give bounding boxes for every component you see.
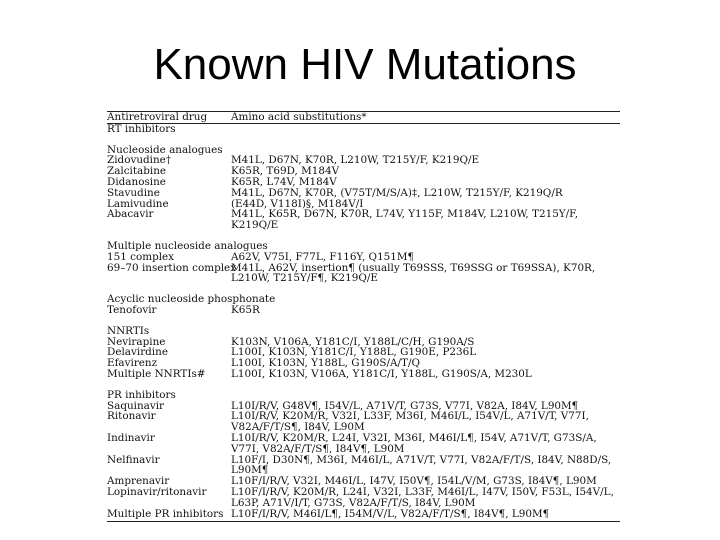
amino-acid-substitutions: L10F/I/R/V, V32I, M46I/L, I47V, I50V¶, I54L/V/M, G73S, I84V¶, L90M [231,475,597,488]
drug-name: Lamivudine [107,197,169,210]
table-row [107,411,620,433]
section-nnrti: NNRTIs [107,324,150,337]
amino-acid-substitutions: L10I/R/V, G48V¶, I54V/L, A71V/T, G73S, V77I, V82A, I84V, L90M¶ [231,399,579,412]
amino-acid-substitutions: M41L, K65R, D67N, K70R, L74V, Y115F, M184V, L210W, T215Y/F, K219Q/E [231,208,579,232]
drug-name: Ritonavir [107,410,156,423]
amino-acid-substitutions: L100I, K103N, V106A, Y181C/I, Y188L, G190S/A, M230L [231,367,532,380]
drug-name: Delavirdine [107,346,168,359]
drug-name: Zalcitabine [107,165,167,178]
drug-name: 151 complex [107,250,175,263]
drug-name: Tenofovir [107,303,157,316]
drug-name: 69–70 insertion complex [107,261,237,274]
table-row [107,263,620,285]
table-row [107,155,620,166]
table-row [107,209,620,231]
drug-name: Multiple PR inhibitors [107,507,224,520]
drug-name: Amprenavir [107,475,170,488]
nucleoside-rows [107,155,620,231]
pr-rows [107,401,620,520]
acyclic-rows [107,305,620,316]
table-row [107,433,620,455]
drug-name: Efavirenz [107,357,158,370]
amino-acid-substitutions: L100I, K103N, Y181C/I, Y188L, G190E, P236L [231,346,477,359]
amino-acid-substitutions: L10I/R/V, K20M/R, L24I, V32I, M36I, M46I/L¶, I54V, A71V/T, G73S/A, V77I, V82A/F/T/S¶, I84V¶, L90M [231,431,597,455]
drug-name: Multiple NNRTIs# [107,367,206,380]
drug-name: Lopinavir/ritonavir [107,485,207,498]
multi-rows [107,252,620,284]
amino-acid-substitutions: M41L, D67N, K70R, L210W, T215Y/F, K219Q/E [231,154,480,167]
amino-acid-substitutions: A62V, V75I, F77L, F116Y, Q151M¶ [231,250,415,263]
table-bottom-rule [107,521,620,522]
table-header [107,111,620,124]
mutation-table [107,111,620,522]
amino-acid-substitutions: K65R, L74V, M184V [231,175,337,188]
amino-acid-substitutions: L10F/I, D30N¶, M36I, M46I/L, A71V/T, V77I, V82A/F/T/S, I84V, N88D/S, L90M¶ [231,453,612,477]
header-substitutions: Amino acid substitutions* [231,111,367,123]
header-drug: Antiretroviral drug [107,111,208,123]
amino-acid-substitutions: K65R [231,303,260,316]
table-row [107,369,620,380]
amino-acid-substitutions: M41L, A62V, insertion¶ (usually T69SSS, T69SSG or T69SSA), K70R, L210W, T215Y/F¶, K219Q/E [231,261,596,285]
amino-acid-substitutions: L100I, K103N, Y188L, G190S/A/T/Q [231,357,420,370]
drug-name: Stavudine [107,186,160,199]
amino-acid-substitutions: L10I/R/V, K20M/R, V32I, L33F, M36I, M46I/L, I54V/L, A71V/T, V77I, V82A/F/T/S¶, I84V, L90M [231,410,589,434]
nnrti-rows [107,337,620,380]
table-row [107,166,620,177]
table-row [107,305,620,316]
drug-name: Saquinavir [107,399,165,412]
table-row [107,509,620,520]
drug-name: Nelfinavir [107,453,160,466]
amino-acid-substitutions: K65R, T69D, M184V [231,165,340,178]
section-multiple-nucleoside: Multiple nucleoside analogues [107,239,268,252]
table-row [107,252,620,263]
table-row [107,188,620,199]
amino-acid-substitutions: (E44D, V118I)§, M184V/I [231,197,364,210]
table-row [107,455,620,477]
drug-name: Indinavir [107,431,155,444]
section-pr-inhibitors: PR inhibitors [107,388,176,401]
table-row [107,487,620,509]
section-nucleoside: Nucleoside analogues [107,143,223,156]
amino-acid-substitutions: K103N, V106A, Y181C/I, Y188L/C/H, G190A/S [231,335,475,348]
section-rt-inhibitors: RT inhibitors [107,122,176,135]
slide-title: Known HIV Mutations [153,40,577,89]
section-acyclic: Acyclic nucleoside phosphonate [107,293,276,306]
drug-name: Zidovudine† [107,154,172,167]
amino-acid-substitutions: M41L, D67N, K70R, (V75T/M/S/A)‡, L210W, T215Y/F, K219Q/R [231,186,563,199]
drug-name: Nevirapine [107,335,166,348]
drug-name: Abacavir [107,208,154,221]
drug-name: Didanosine [107,175,166,188]
amino-acid-substitutions: L10F/I/R/V, M46I/L¶, I54M/V/L, V82A/F/T/S¶, I84V¶, L90M¶ [231,507,550,520]
amino-acid-substitutions: L10F/I/R/V, K20M/R, L24I, V32I, L33F, M46I/L, I47V, I50V, F53L, I54V/L, L63P, A71V/I/T, G73S, V82A/F/T/S, I84V, L90M [231,485,614,509]
